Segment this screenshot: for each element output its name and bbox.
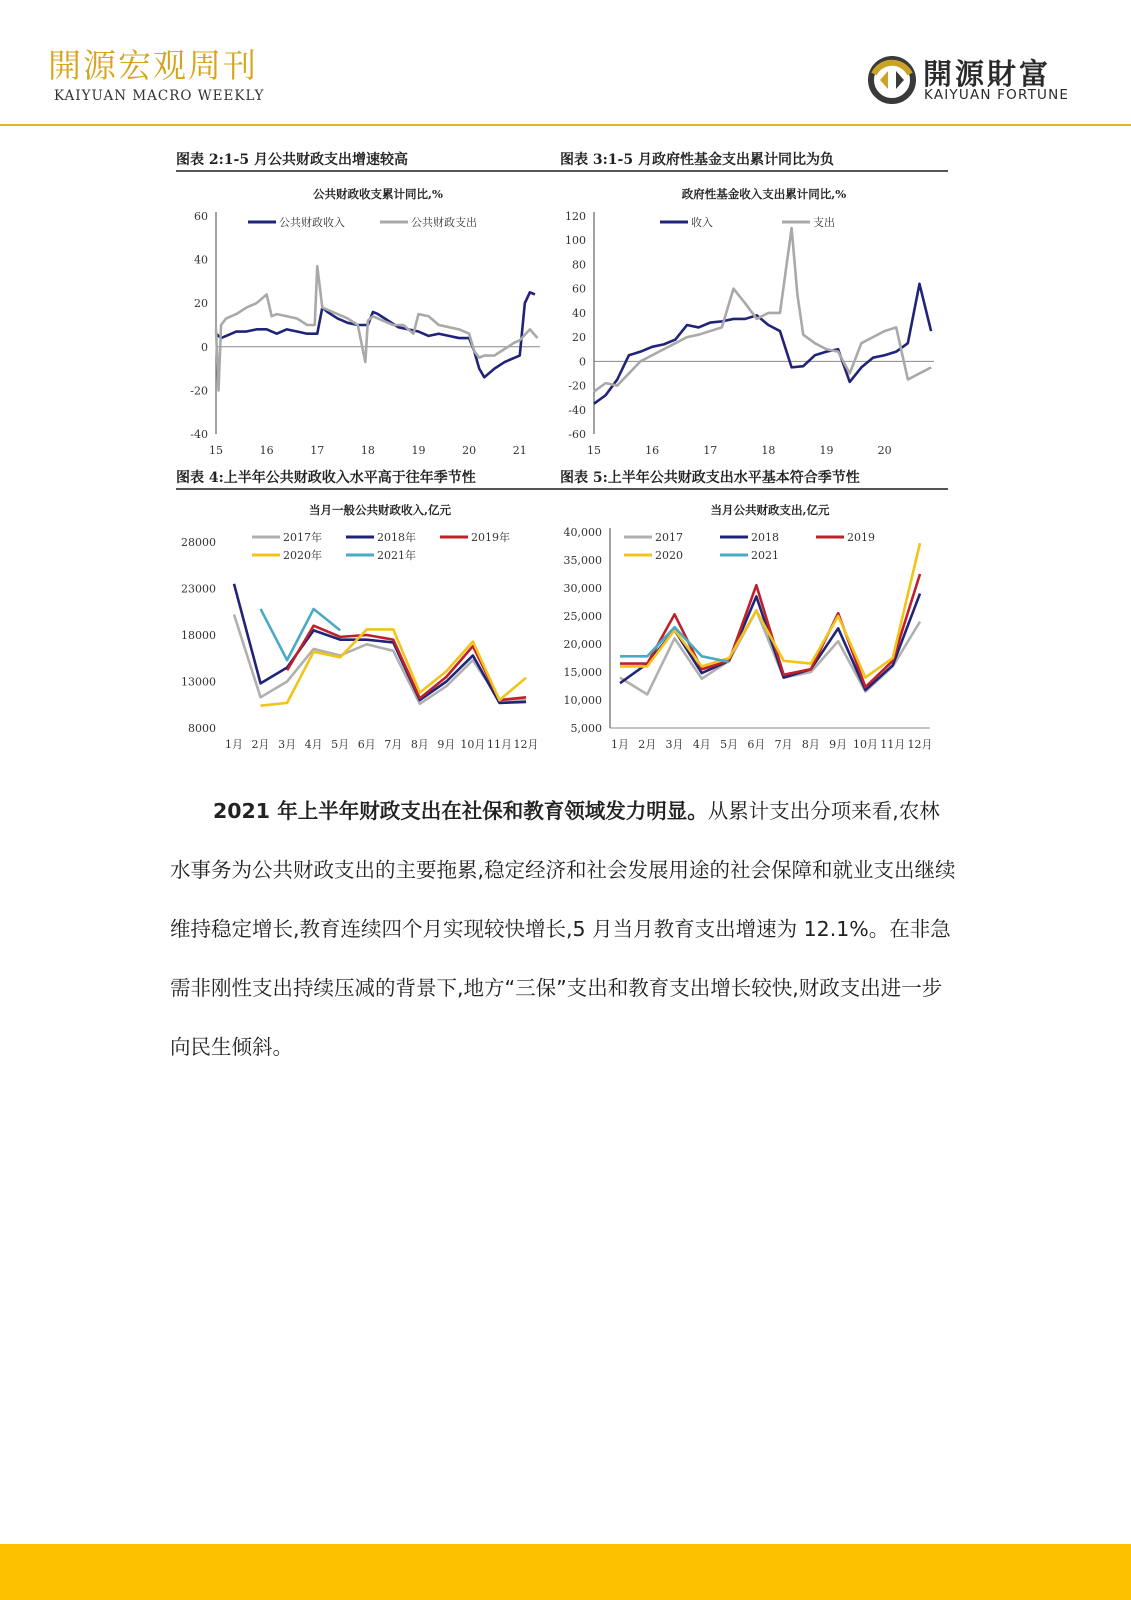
y-tick-label: 20 — [194, 297, 208, 311]
brand-title-cn: 開源宏观周刊 — [48, 46, 258, 85]
x-tick-label: 18 — [761, 444, 776, 457]
legend-label: 2020 — [655, 549, 683, 562]
x-tick-label: 12月 — [907, 738, 933, 751]
x-tick-label: 9月 — [829, 738, 848, 751]
y-tick-label: 13000 — [181, 675, 216, 689]
figure-3-title-text: 图表 3:1-5 月政府性基金支出累计同比为负 — [560, 152, 834, 168]
y-tick-label: 20,000 — [563, 638, 602, 651]
x-tick-label: 3月 — [665, 738, 684, 751]
x-tick-label: 12月 — [513, 738, 539, 751]
y-tick-label: 80 — [572, 258, 586, 272]
y-tick-label: 40,000 — [563, 526, 602, 539]
series-line-收入 — [594, 284, 931, 404]
x-tick-label: 8月 — [801, 738, 820, 751]
x-tick-label: 8月 — [410, 738, 429, 751]
x-tick-label: 21 — [512, 444, 527, 457]
x-tick-label: 1月 — [225, 738, 243, 751]
x-tick-label: 9月 — [437, 738, 456, 751]
figure-5-title — [560, 464, 948, 490]
x-tick-label: 2月 — [638, 738, 657, 751]
y-tick-label: 100 — [565, 234, 586, 248]
legend-label: 2020年 — [283, 549, 322, 562]
chart-fiscal-yoy — [176, 178, 564, 468]
x-tick-label: 16 — [645, 444, 660, 457]
x-tick-label: 10月 — [852, 738, 878, 751]
y-tick-label: -20 — [568, 379, 586, 393]
footer-bar — [0, 1544, 1131, 1600]
x-tick-label: 19 — [411, 444, 426, 457]
legend-label: 2018年 — [377, 531, 416, 544]
series-line-公共财政收入 — [216, 292, 535, 377]
chart-monthly-expenditure — [560, 494, 948, 760]
legend-label: 2021年 — [377, 549, 416, 562]
figure-2-title-text: 图表 2:1-5 月公共财政支出增速较高 — [176, 152, 408, 168]
x-tick-label: 15 — [209, 444, 223, 457]
series-line-支出 — [594, 228, 931, 392]
legend-label: 2019年 — [471, 531, 510, 544]
logo-text-en: KAIYUAN FORTUNE — [924, 87, 1070, 103]
x-tick-label: 17 — [310, 444, 325, 457]
legend-label: 2021 — [751, 549, 779, 562]
x-tick-label: 17 — [703, 444, 718, 457]
legend-label: 2017年 — [283, 531, 322, 544]
y-tick-label: 15,000 — [563, 666, 602, 679]
x-tick-label: 1月 — [611, 738, 629, 751]
y-tick-label: 30,000 — [563, 582, 602, 595]
body-paragraph — [170, 782, 960, 1077]
figure-4-title — [176, 464, 564, 490]
y-tick-label: -20 — [190, 384, 208, 398]
logo-text-cn: 開源財富 — [923, 57, 1052, 91]
y-tick-label: 28000 — [181, 536, 216, 549]
x-tick-label: 6月 — [357, 738, 376, 751]
x-tick-label: 2月 — [251, 738, 270, 751]
y-tick-label: -40 — [190, 428, 208, 441]
y-tick-label: 40 — [194, 253, 208, 267]
y-tick-label: 25,000 — [563, 610, 602, 623]
x-tick-label: 4月 — [304, 738, 323, 751]
y-tick-label: 18000 — [181, 629, 216, 642]
figure-3-title — [560, 146, 948, 172]
legend-label: 2017 — [655, 531, 683, 544]
paragraph-lead: 2021 年上半年财政支出在社保和教育领域发力明显。 — [213, 799, 708, 823]
brand-title-en: KAIYUAN MACRO WEEKLY — [54, 88, 265, 104]
figure-4-title-text: 图表 4:上半年公共财政收入水平高于往年季节性 — [176, 470, 476, 486]
y-tick-label: 5,000 — [570, 722, 602, 735]
x-tick-label: 19 — [819, 444, 834, 457]
chart-title: 当月公共财政支出,亿元 — [710, 503, 830, 517]
chart-gov-fund-yoy — [560, 178, 948, 468]
y-tick-label: 0 — [201, 340, 208, 354]
figure-2-title — [176, 146, 564, 172]
y-tick-label: 60 — [194, 210, 208, 223]
figure-5-title-text: 图表 5:上半年公共财政支出水平基本符合季节性 — [560, 470, 860, 486]
legend-label: 2019 — [847, 531, 875, 544]
x-tick-label: 5月 — [331, 738, 350, 751]
x-tick-label: 11月 — [880, 738, 906, 751]
y-tick-label: 40 — [572, 306, 586, 320]
x-tick-label: 11月 — [486, 738, 512, 751]
x-tick-label: 10月 — [460, 738, 486, 751]
legend-label: 公共财政收入 — [279, 216, 345, 229]
x-tick-label: 5月 — [720, 738, 739, 751]
x-tick-label: 3月 — [278, 738, 297, 751]
x-tick-label: 18 — [360, 444, 375, 457]
x-tick-label: 4月 — [692, 738, 711, 751]
y-tick-label: 35,000 — [563, 554, 602, 567]
legend-label: 支出 — [813, 216, 835, 229]
x-tick-label: 6月 — [747, 738, 766, 751]
y-tick-label: 20 — [572, 331, 586, 345]
header-divider — [0, 124, 1131, 126]
chart-title: 公共财政收支累计同比,% — [313, 187, 443, 201]
legend-label: 收入 — [691, 216, 713, 229]
y-tick-label: -60 — [568, 428, 586, 441]
x-tick-label: 15 — [587, 444, 601, 457]
kaiyuan-logo — [866, 52, 1076, 108]
y-tick-label: 120 — [565, 210, 586, 223]
y-tick-label: 23000 — [181, 582, 216, 596]
x-tick-label: 16 — [259, 444, 274, 457]
y-tick-label: -40 — [568, 403, 586, 417]
legend-label: 2018 — [751, 531, 779, 544]
x-tick-label: 7月 — [774, 738, 793, 751]
x-tick-label: 20 — [462, 444, 477, 457]
y-tick-label: 60 — [572, 282, 586, 296]
x-tick-label: 20 — [877, 444, 892, 457]
chart-monthly-revenue — [176, 494, 564, 760]
chart-title: 当月一般公共财政收入,亿元 — [308, 503, 452, 517]
legend-label: 公共财政支出 — [411, 216, 477, 229]
paragraph-text: 从累计支出分项来看,农林水事务为公共财政支出的主要拖累,稳定经济和社会发展用途的社会保障和就业支出继续维持稳定增长,教育连续四个月实现较快增长,5 月当月教育支出增速为 12.1%。在非急需非刚性支出持续压减的背景下,地方“三保”支出和教育支出增长较快,财政支出进一步向民生倾斜。 — [170, 799, 956, 1059]
y-tick-label: 8000 — [188, 722, 216, 735]
kaiyuan-logo-icon — [866, 54, 918, 106]
x-tick-label: 7月 — [384, 738, 403, 751]
y-tick-label: 10,000 — [563, 694, 602, 707]
chart-title: 政府性基金收入支出累计同比,% — [681, 187, 847, 201]
y-tick-label: 0 — [579, 355, 586, 369]
